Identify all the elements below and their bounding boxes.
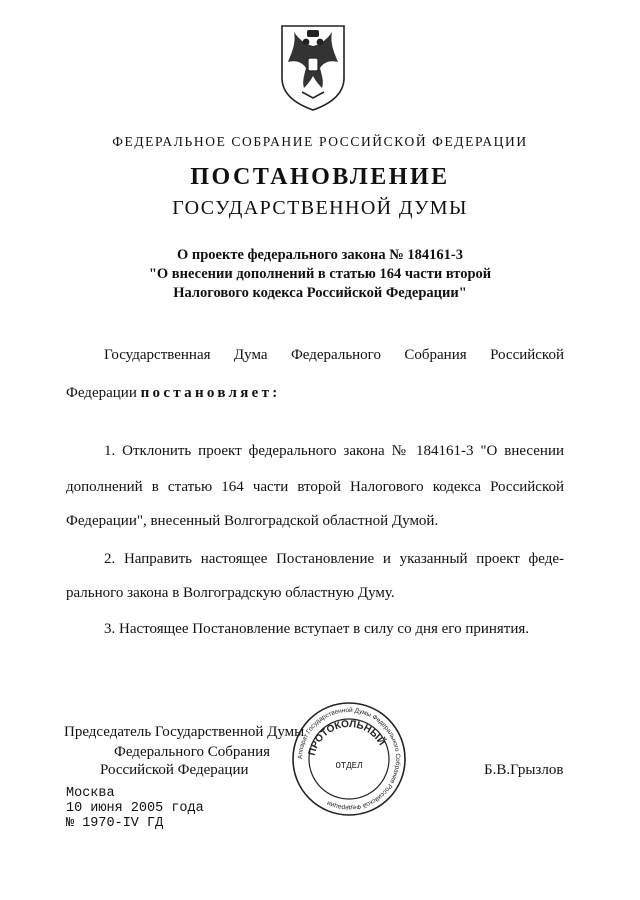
- round-stamp-icon: [290, 700, 408, 818]
- place-of-issue: Москва: [66, 786, 115, 801]
- item-1-line: Федерации", внесенный Волгоградской областной Думой.: [66, 513, 439, 529]
- document-subject: [0, 246, 640, 303]
- stamp-ring-text: Аппарат Государственной Думы Федерального Собрания Российской Федерации: [296, 706, 402, 812]
- subject-line: "О внесении дополнений в статью 164 части второй: [148, 266, 492, 282]
- item-2-line: 2. Направить настоящее Постановление и указанный проект феде-: [104, 551, 564, 567]
- item-1-line: 1. Отклонить проект федерального закона № 184161-3 "О внесении: [104, 443, 564, 459]
- document-title: ПОСТАНОВЛЕНИЕ: [190, 164, 450, 190]
- resolves-keyword: постановляет:: [140, 385, 281, 401]
- document-subtitle: ГОСУДАРСТВЕННОЙ ДУМЫ: [172, 197, 468, 219]
- signatory-title: Председатель Государственной Думы: [64, 724, 305, 740]
- stamp-top-text: ПРОТОКОЛЬНЫЙ: [306, 718, 388, 757]
- item-2-line: рального закона в Волгоградскую областную Думу.: [66, 585, 395, 601]
- preamble-text: Федерации: [66, 385, 141, 401]
- item-1-line: дополнений в статью 164 части второй Налогового кодекса Российской: [66, 479, 564, 495]
- signatory-title: Федерального Собрания: [114, 744, 271, 760]
- coat-of-arms-icon: [274, 22, 352, 112]
- preamble-line: [66, 383, 564, 403]
- item-3-line: 3. Настоящее Постановление вступает в силу со дня его принятия.: [104, 621, 530, 637]
- signatory-name: Б.В.Грызлов: [484, 762, 564, 778]
- signatory-title: Российской Федерации: [100, 762, 249, 778]
- document-number: № 1970-IV ГД: [66, 816, 164, 831]
- stamp-center-text: ОТДЕЛ: [335, 761, 363, 771]
- date-of-issue: 10 июня 2005 года: [66, 801, 204, 816]
- parliament-name: ФЕДЕРАЛЬНОЕ СОБРАНИЕ РОССИЙСКОЙ ФЕДЕРАЦИИ: [112, 134, 528, 149]
- preamble-line: Государственная Дума Федерального Собрания Российской: [104, 347, 564, 363]
- subject-line: Налогового кодекса Российской Федерации": [173, 285, 467, 301]
- subject-line: О проекте федерального закона № 184161-3: [176, 247, 464, 263]
